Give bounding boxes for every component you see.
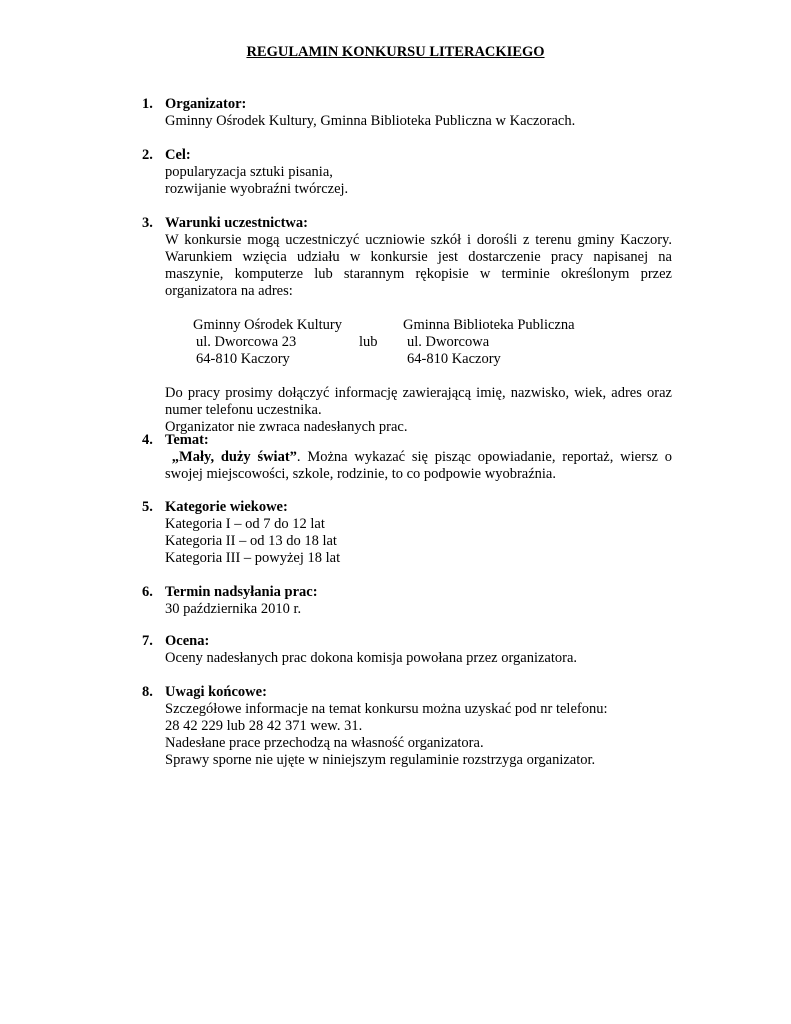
address-line: 64-810 Kaczory (196, 351, 290, 367)
section-number: 1. (142, 96, 153, 112)
theme-text: . Można wykazać się pisząc opowiadanie, reportaż, wiersz o swojej miejscowości, szkole, rodzinie, to co podpowie wyobraźnia. (165, 449, 672, 482)
address-line: ul. Dworcowa (407, 334, 490, 350)
section-heading: Organizator: (165, 96, 247, 112)
section-number: 8. (142, 684, 153, 700)
section-final-notes (142, 684, 672, 769)
section-heading: Cel: (165, 147, 191, 163)
section-organizer (142, 96, 672, 130)
address-library (403, 317, 575, 368)
section-theme (142, 432, 672, 483)
document-title: REGULAMIN KONKURSU LITERACKIEGO (246, 44, 545, 60)
no-return-note: Organizator nie zwraca nadesłanych prac. (165, 419, 408, 435)
section-heading: Kategorie wiekowe: (165, 499, 288, 515)
section-heading: Termin nadsyłania prac: (165, 584, 318, 600)
section-heading: Uwagi końcowe: (165, 684, 267, 700)
section-deadline (142, 584, 672, 618)
section-number: 6. (142, 584, 153, 600)
section-number: 3. (142, 215, 153, 231)
section-goal (142, 147, 672, 198)
address-line: ul. Dworcowa 23 (196, 334, 297, 350)
address-line: Gminna Biblioteka Publiczna (403, 317, 575, 333)
section-line: Nadesłane prace przechodzą na własność organizatora. (165, 735, 484, 751)
section-age-categories (142, 499, 672, 567)
address-culture-center (193, 317, 342, 368)
section-number: 2. (142, 147, 153, 163)
attachment-paragraph: Do pracy prosimy dołączyć informację zawierającą imię, nazwisko, wiek, adres oraz numer telefonu uczestnika. (165, 385, 672, 418)
section-heading: Ocena: (165, 633, 210, 649)
theme-title: „Mały, duży świat” (171, 449, 297, 465)
address-separator: lub (359, 334, 378, 350)
address-block (165, 317, 672, 368)
section-line: rozwijanie wyobraźni twórczej. (165, 181, 349, 197)
theme-paragraph (165, 449, 672, 483)
category-line: Kategoria I – od 7 do 12 lat (165, 516, 325, 532)
section-heading: Temat: (165, 432, 209, 448)
section-number: 5. (142, 499, 153, 515)
section-evaluation (142, 633, 672, 667)
address-line: 64-810 Kaczory (407, 351, 501, 367)
section-number: 4. (142, 432, 153, 448)
category-line: Kategoria II – od 13 do 18 lat (165, 533, 337, 549)
section-line: Gminny Ośrodek Kultury, Gminna Biblioteka Publiczna w Kaczorach. (165, 113, 576, 129)
section-line: Sprawy sporne nie ujęte w niniejszym regulaminie rozstrzyga organizator. (165, 752, 596, 768)
category-line: Kategoria III – powyżej 18 lat (165, 550, 341, 566)
section-line: popularyzacja sztuki pisania, (165, 164, 333, 180)
deadline-date: 30 października 2010 r. (165, 601, 302, 617)
section-line: Oceny nadesłanych prac dokona komisja powołana przez organizatora. (165, 650, 578, 666)
section-conditions (142, 215, 672, 436)
section-heading: Warunki uczestnictwa: (165, 215, 308, 231)
address-line: Gminny Ośrodek Kultury (193, 317, 343, 333)
section-number: 7. (142, 633, 153, 649)
section-line: Szczegółowe informacje na temat konkursu można uzyskać pod nr telefonu: (165, 701, 608, 717)
conditions-paragraph: W konkursie mogą uczestniczyć uczniowie szkół i dorośli z terenu gminy Kaczory. Warunkiem wzięcia udziału w konkursie jest dostarczenie pracy napisanej na maszynie, komputerze lub starannym rękopisie w terminie określonym przez organizatora na adres: (165, 232, 672, 299)
phone-numbers: 28 42 229 lub 28 42 371 wew. 31. (165, 718, 363, 734)
